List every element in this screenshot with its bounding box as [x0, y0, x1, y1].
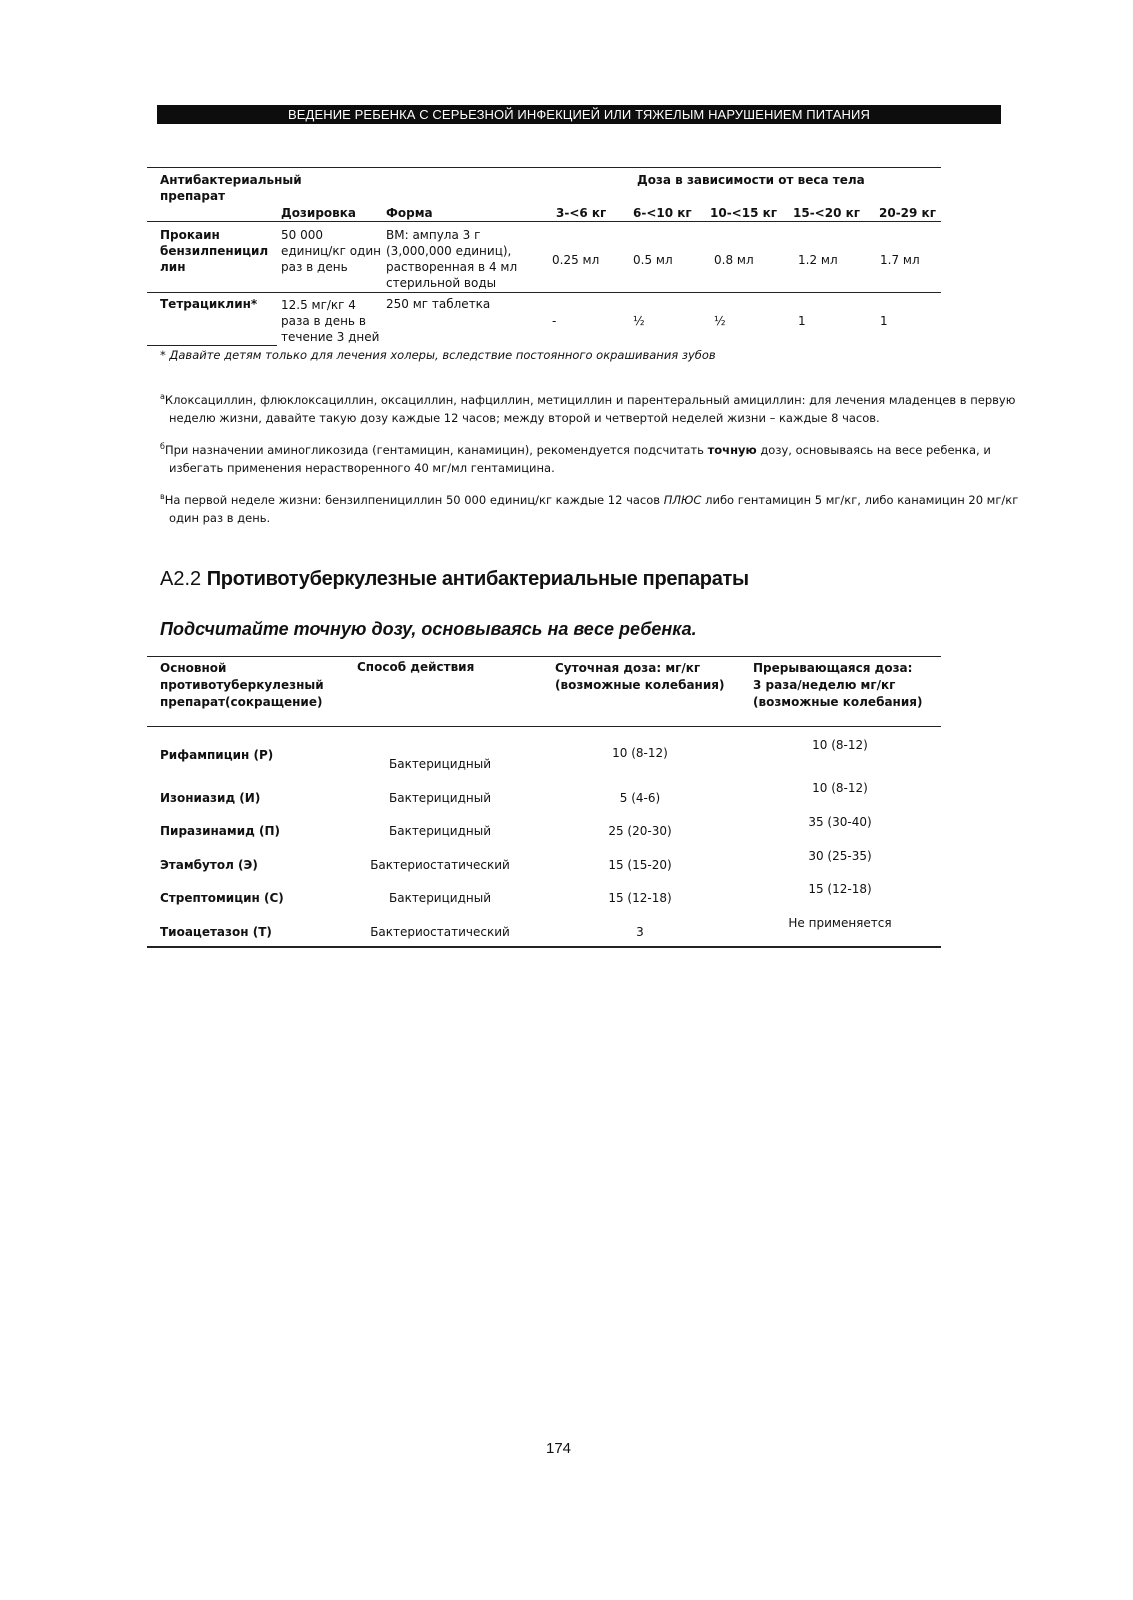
table2-daily: 15 (12-18)	[608, 891, 672, 905]
table1-row1-drug-line: бензилпеницил	[160, 244, 269, 258]
table1-row1-drug-line: лин	[160, 260, 186, 274]
table2-head-action: Способ действия	[357, 660, 475, 674]
footnote-b	[160, 438, 991, 477]
table1-head-form: Форма	[386, 206, 433, 220]
section-subtitle: Подсчитайте точную дозу, основываясь на весе ребенка.	[160, 619, 697, 639]
footnote-c-mark: в	[160, 492, 165, 501]
table1-footnote-rule	[147, 345, 277, 346]
section-heading	[160, 568, 749, 591]
table1-head-weight-5: 20-29 кг	[879, 206, 936, 220]
table2-drug: Пиразинамид (П)	[160, 824, 281, 838]
table1-row2-weight-1: -	[552, 314, 557, 328]
footnote-a-line1: Клоксациллин, флюклоксациллин, оксациллин, нафциллин, метициллин и парентеральный амициллин: для лечения младенцев в первую	[164, 392, 1016, 407]
table1-row-rule	[147, 292, 941, 293]
table2-intermittent: 35 (30-40)	[808, 815, 872, 829]
table1-row2-weight-2: ½	[633, 314, 645, 328]
table1-row1-weight-4: 1.2 мл	[798, 253, 838, 267]
table2-action: Бактерицидный	[388, 757, 491, 771]
table1-row2-drug: Тетрациклин*	[160, 297, 258, 311]
table1-head-dosage: Дозировка	[281, 206, 356, 220]
table1-footnote: * Давайте детям только для лечения холеры, вследствие постоянного окрашивания зубов	[160, 348, 716, 362]
table1-head-weight-1: 3-<6 кг	[556, 206, 607, 220]
table2-head-daily	[555, 660, 724, 694]
table1-row1-weight-2: 0.5 мл	[633, 253, 673, 267]
table1-row1-weight-3: 0.8 мл	[714, 253, 754, 267]
table2-head-intermittent-line: Прерывающаяся доза:	[753, 661, 913, 675]
table2-head-drug	[160, 660, 324, 711]
table2-action: Бактериостатический	[370, 858, 510, 872]
page-number: 174	[546, 1440, 572, 1457]
table1-row1-weight-5: 1.7 мл	[880, 253, 920, 267]
table1-head-drug-line2: препарат	[160, 189, 226, 203]
footnote-c-post: либо гентамицин 5 мг/кг, либо канамицин 20 мг/кг	[701, 492, 1019, 507]
table2-head-daily-line: (возможные колебания)	[555, 678, 725, 692]
footnote-c-pre: На первой неделе жизни: бензилпенициллин 50 000 единиц/кг каждые 12 часов	[164, 492, 664, 507]
table2-daily: 25 (20-30)	[608, 824, 672, 838]
table1-row1-form-line: (3,000,000 единиц),	[386, 244, 512, 258]
table1-row1-form-line: ВМ: ампула 3 г	[386, 228, 481, 242]
table2-drug: Этамбутол (Э)	[160, 858, 258, 872]
table1-row2-weight-4: 1	[798, 314, 806, 328]
table2-daily: 3	[636, 925, 644, 939]
table2-head-daily-line: Суточная доза: мг/кг	[555, 661, 701, 675]
table1-head-rule	[147, 221, 941, 222]
table2-intermittent: Не применяется	[788, 916, 892, 930]
footnote-a-mark: а	[160, 392, 165, 401]
section-number: A2.2	[160, 568, 202, 590]
table2-drug: Тиоацетазон (Т)	[160, 925, 272, 939]
table1-row1-dosage	[281, 227, 381, 275]
table1-row2-dosage-line: течение 3 дней	[281, 330, 380, 344]
footnote-b-bold: точную	[707, 442, 757, 457]
table1-row2-dosage-line: раза в день в	[281, 314, 366, 328]
table2-drug: Стрептомицин (С)	[160, 891, 284, 905]
table2-intermittent: 10 (8-12)	[812, 781, 868, 795]
table1-row2-dosage-line: 12.5 мг/кг 4	[281, 298, 356, 312]
table2-top-rule	[147, 656, 941, 657]
footnote-c	[160, 488, 1018, 527]
section-title: Противотуберкулезные антибактериальные препараты	[206, 568, 749, 590]
table1-row1-dosage-line: 50 000	[281, 228, 323, 242]
table2-head-drug-line: Основной	[160, 661, 227, 675]
table2-drug: Рифампицин (Р)	[160, 748, 274, 762]
table1-row2-weight-5: 1	[880, 314, 888, 328]
table2-action: Бактерицидный	[388, 891, 491, 905]
table2-daily: 15 (15-20)	[608, 858, 672, 872]
footnote-b-post: дозу, основываясь на весе ребенка, и	[756, 442, 991, 457]
table2-head-intermittent	[753, 660, 922, 711]
footnote-b-pre: При назначении аминогликозида (гентамицин, канамицин), рекомендуется подсчитать	[164, 442, 708, 457]
table2-head-drug-line: противотуберкулезный	[160, 678, 324, 692]
table2-daily: 10 (8-12)	[612, 746, 668, 760]
table1-head-drug-line1: Антибактериальный	[160, 173, 302, 187]
footnote-c-italic: ПЛЮС	[663, 492, 702, 507]
table1-top-rule	[147, 167, 941, 168]
table2-action: Бактерицидный	[388, 791, 491, 805]
table1-head-weight-4: 15-<20 кг	[793, 206, 861, 220]
table1-row2-form: 250 мг таблетка	[386, 297, 491, 311]
table1-row1-dosage-line: единиц/кг один	[281, 244, 381, 258]
table1-row1-form-line: стерильной воды	[386, 276, 497, 290]
table2-head-drug-line: препарат(сокращение)	[160, 695, 323, 709]
table2-action: Бактериостатический	[370, 925, 510, 939]
table1-row1-form	[386, 227, 517, 291]
footnote-a	[160, 388, 1015, 427]
table2-intermittent: 30 (25-35)	[808, 849, 872, 863]
table1-row1-drug-line: Прокаин	[160, 228, 220, 242]
table2-daily: 5 (4-6)	[619, 791, 661, 805]
footnote-b-line2: избегать применения нерастворенного 40 мг/мл гентамицина.	[169, 460, 555, 475]
footnote-a-line2: неделю жизни, давайте такую дозу каждые 12 часов; между второй и четвертой неделей жизни – каждые 8 часов.	[169, 410, 880, 425]
table1-row1-weight-1: 0.25 мл	[552, 253, 600, 267]
table1-row2-dosage	[281, 297, 379, 345]
table2-intermittent: 15 (12-18)	[808, 882, 872, 896]
table1-row1-form-line: растворенная в 4 мл	[386, 260, 518, 274]
table1-head-weight-3: 10-<15 кг	[710, 206, 778, 220]
table2-drug: Изониазид (И)	[160, 791, 261, 805]
table2-bottom-rule	[147, 946, 941, 948]
table2-intermittent: 10 (8-12)	[812, 738, 868, 752]
table1-head-dose-group: Доза в зависимости от веса тела	[637, 173, 865, 187]
table2-head-rule	[147, 726, 941, 727]
table1-row1-drug	[160, 227, 268, 275]
table1-row2-weight-3: ½	[714, 314, 726, 328]
footnote-b-mark: б	[160, 442, 165, 451]
footnote-c-line2: один раз в день.	[169, 510, 271, 525]
table2-action: Бактерицидный	[388, 824, 491, 838]
running-header: ВЕДЕНИЕ РЕБЕНКА С СЕРЬЕЗНОЙ ИНФЕКЦИЕЙ ИЛИ ТЯЖЕЛЫМ НАРУШЕНИЕМ ПИТАНИЯ	[157, 105, 1001, 124]
table2-head-intermittent-line: (возможные колебания)	[753, 695, 923, 709]
table1-row1-dosage-line: раз в день	[281, 260, 348, 274]
table1-head-weight-2: 6-<10 кг	[633, 206, 692, 220]
table2-head-intermittent-line: 3 раза/неделю мг/кг	[753, 678, 896, 692]
